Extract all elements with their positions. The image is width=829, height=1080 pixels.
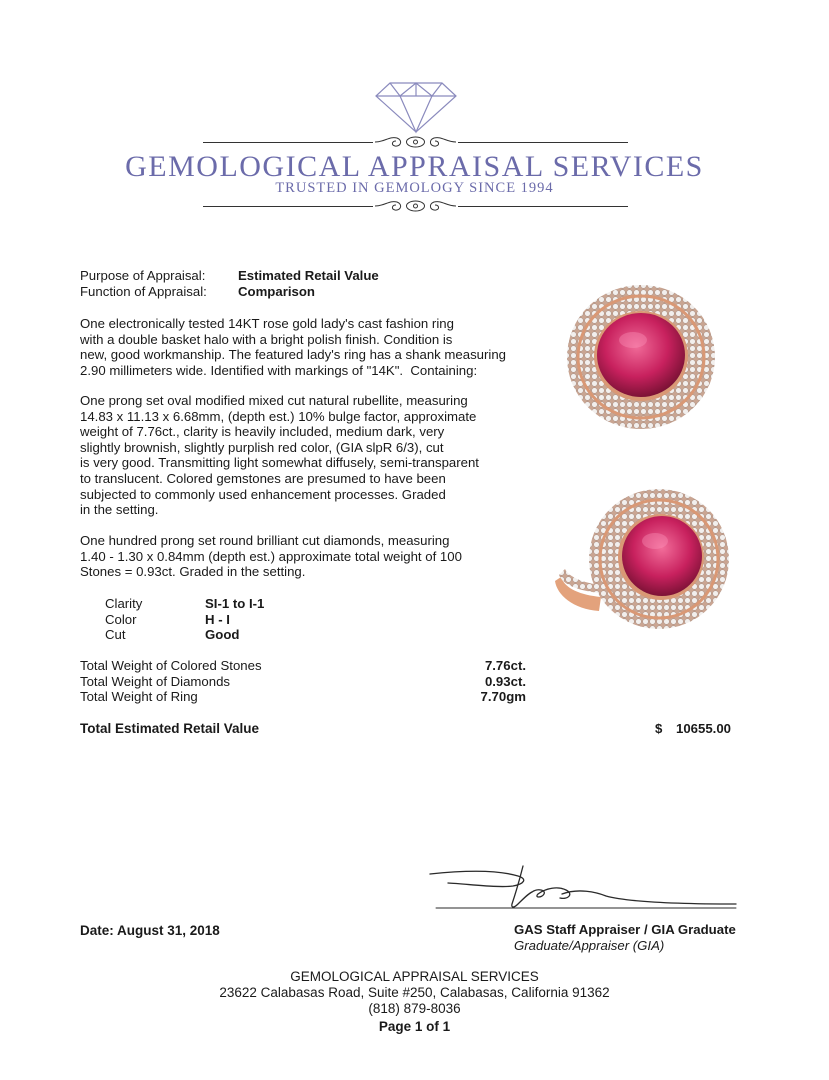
function-value: Comparison: [238, 284, 315, 299]
ring-description-line: One electronically tested 14KT rose gold lady's cast fashion ring: [80, 316, 454, 331]
grade-color-value: H - I: [205, 612, 230, 627]
flourish-top-icon: [373, 134, 458, 150]
footer-phone: (818) 879-8036: [368, 1001, 461, 1016]
gemstone-description-line: in the setting.: [80, 502, 159, 518]
appraiser-subtitle: Graduate/Appraiser (GIA): [514, 938, 665, 953]
header-rule-bottom-right: [458, 206, 628, 207]
diamonds-description: [80, 533, 530, 580]
ring-description-line: 2.90 millimeters wide. Identified with markings of "14K". Containing:: [80, 362, 478, 378]
footer-address: 23622 Calabasas Road, Suite #250, Calabasas, California 91362: [219, 985, 610, 1000]
gemstone-description-line: 14.83 x 11.13 x 6.68mm, (depth est.) 10% bulge factor, approximate: [80, 408, 477, 424]
purpose-label: Purpose of Appraisal:: [80, 268, 206, 283]
page-number: Page 1 of 1: [378, 1019, 451, 1034]
gemstone-description-line: to translucent. Colored gemstones are presumed to have been: [80, 470, 446, 486]
ring-description: [80, 316, 530, 378]
brand-name: GEMOLOGICAL APPRAISAL SERVICES: [125, 150, 704, 183]
diamond-logo-icon: [374, 80, 458, 134]
gemstone-description: [80, 393, 530, 518]
flourish-bottom-icon: [373, 198, 458, 214]
brand-tagline: TRUSTED IN GEMOLOGY SINCE 1994: [275, 180, 554, 196]
gemstone-description-line: subjected to commonly used enhancement processes. Graded: [80, 486, 446, 502]
appraisal-date: Date: August 31, 2018: [80, 923, 220, 938]
diamonds-description-line: Stones = 0.93ct. Graded in the setting.: [80, 564, 306, 580]
total-amount: 10655.00: [676, 721, 732, 736]
weight-ring-label: Total Weight of Ring: [80, 689, 198, 704]
weight-diamonds-value: 0.93ct.: [484, 674, 526, 689]
footer-company: GEMOLOGICAL APPRAISAL SERVICES: [290, 969, 539, 984]
appraiser-title: GAS Staff Appraiser / GIA Graduate: [514, 922, 736, 937]
header-rule-top-left: [203, 142, 373, 143]
weight-colored-stones-value: 7.76ct.: [484, 658, 526, 673]
diamonds-description-line: One hundred prong set round brilliant cut diamonds, measuring: [80, 533, 450, 548]
ring-description-line: new, good workmanship. The featured lady's ring has a shank measuring: [80, 347, 506, 363]
grade-cut-label: Cut: [105, 627, 126, 642]
grade-color-label: Color: [105, 612, 137, 627]
function-label: Function of Appraisal:: [80, 284, 207, 299]
ring-description-line: with a double basket halo with a bright polish finish. Condition is: [80, 331, 453, 347]
header-rule-top-right: [458, 142, 628, 143]
gemstone-description-line: One prong set oval modified mixed cut natural rubellite, measuring: [80, 393, 468, 408]
total-currency: $: [655, 721, 663, 736]
grade-clarity-label: Clarity: [105, 596, 143, 611]
grade-cut-value: Good: [205, 627, 240, 642]
ring-photo-bottom: [551, 485, 733, 633]
grade-clarity-value: SI-1 to I-1: [205, 596, 265, 611]
gemstone-description-line: slightly brownish, slightly purplish red color, (GIA slpR 6/3), cut: [80, 439, 444, 455]
purpose-value: Estimated Retail Value: [238, 268, 379, 283]
diamonds-description-line: 1.40 - 1.30 x 0.84mm (depth est.) approximate total weight of 100: [80, 548, 462, 564]
ring-photo-top: [563, 282, 719, 432]
header-rule-bottom-left: [203, 206, 373, 207]
weight-diamonds-label: Total Weight of Diamonds: [80, 674, 231, 689]
gemstone-description-line: is very good. Transmitting light somewhat diffusely, semi-transparent: [80, 455, 479, 471]
weight-ring-value: 7.70gm: [480, 689, 526, 704]
total-label: Total Estimated Retail Value: [80, 721, 260, 736]
weight-colored-stones-label: Total Weight of Colored Stones: [80, 658, 262, 673]
gemstone-description-line: weight of 7.76ct., clarity is heavily included, medium dark, very: [80, 424, 445, 440]
signature-image: [428, 864, 738, 914]
